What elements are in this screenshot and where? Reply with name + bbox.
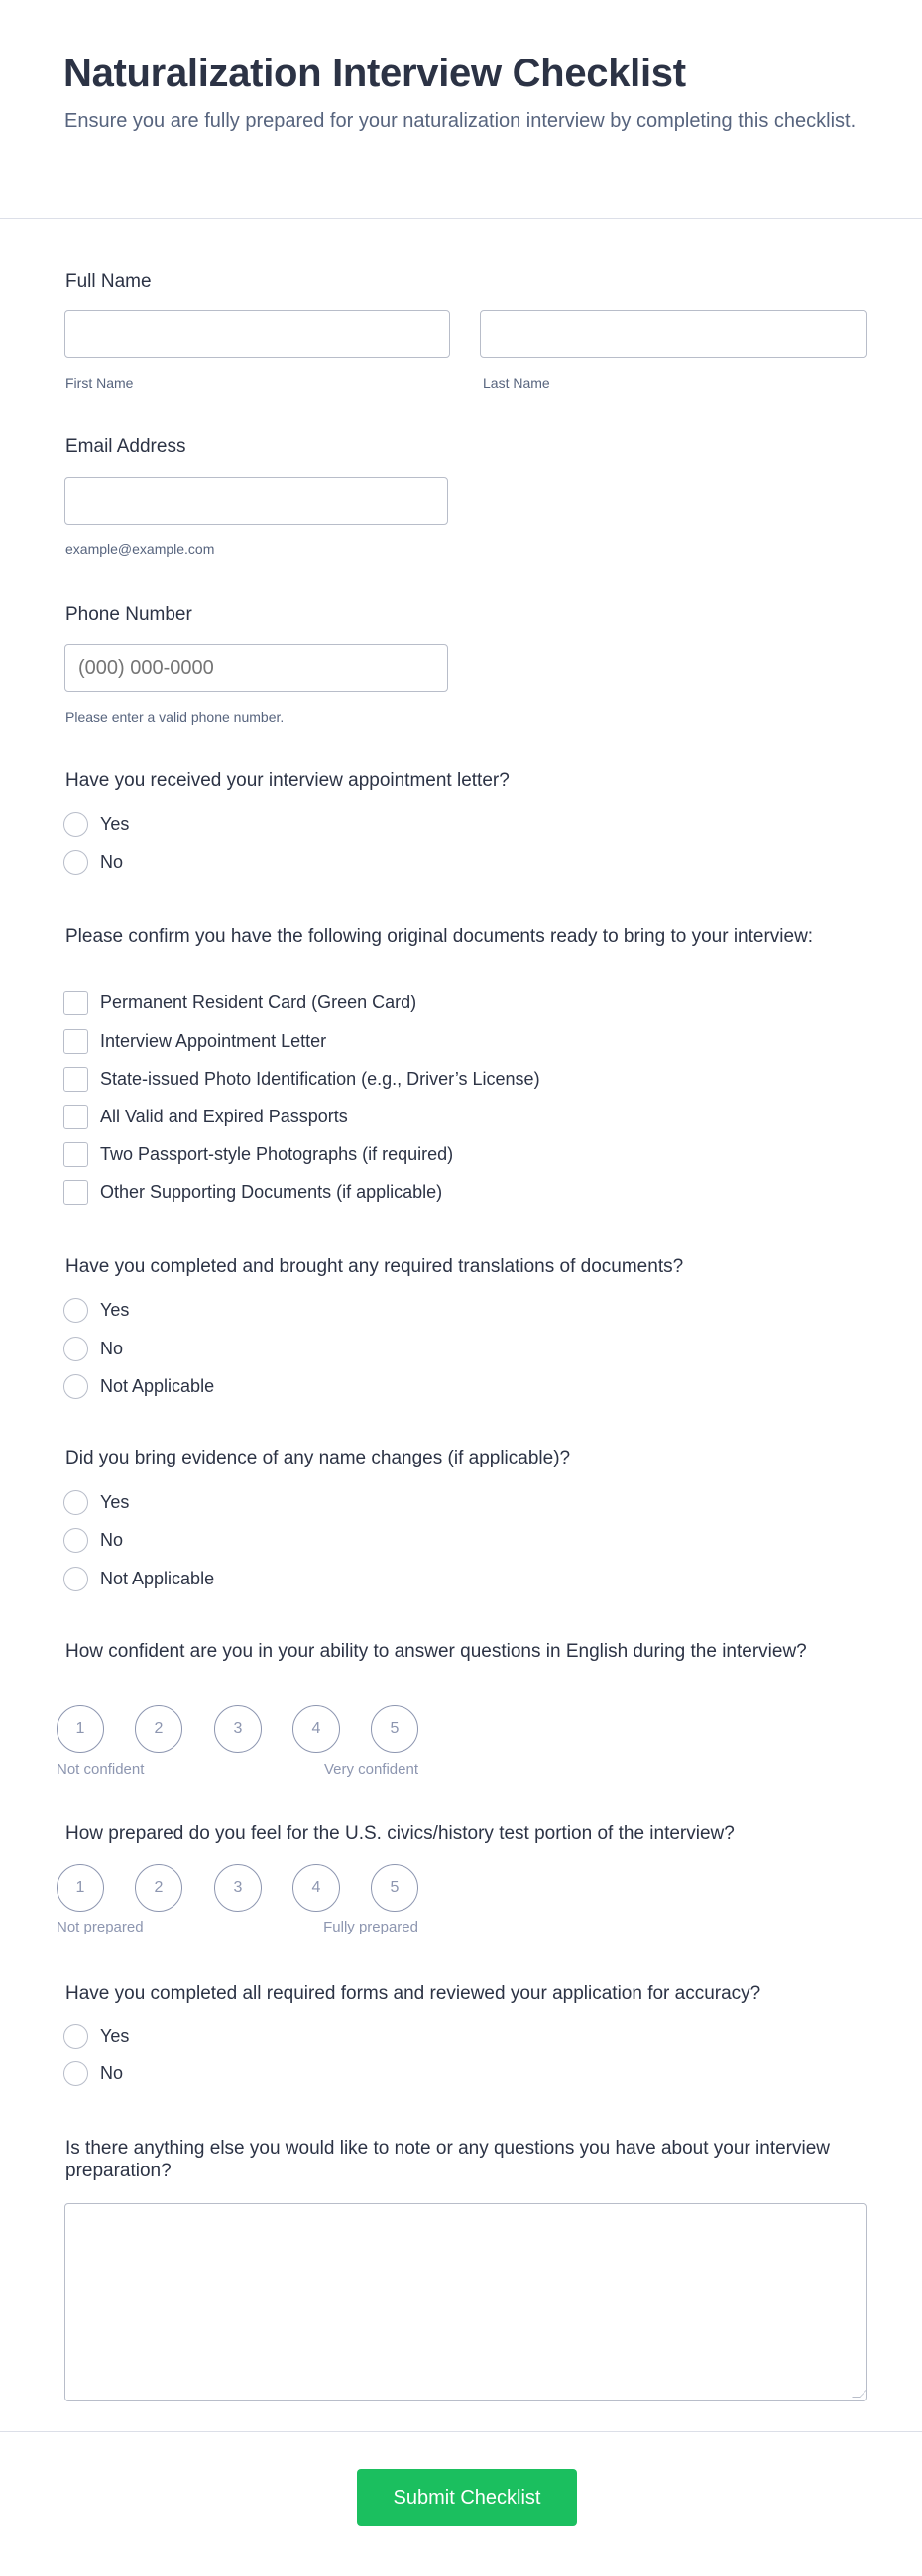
phone-label: Phone Number <box>65 604 192 625</box>
checkbox-option[interactable] <box>63 1066 540 1092</box>
option-label: Yes <box>100 1491 130 1512</box>
radio-button[interactable] <box>63 1298 88 1323</box>
notes-textarea[interactable] <box>64 2203 867 2401</box>
question-documents: Please confirm you have the following original documents ready to bring to your interview: <box>65 926 814 947</box>
option-label: Yes <box>100 2025 130 2046</box>
radio-option[interactable] <box>63 2060 123 2086</box>
option-label: Permanent Resident Card (Green Card) <box>100 992 417 1012</box>
option-label: No <box>100 1529 124 1550</box>
checkbox-option[interactable] <box>63 1179 442 1205</box>
option-label: No <box>100 2062 124 2083</box>
header-divider <box>0 218 922 219</box>
radio-option[interactable] <box>63 1336 123 1361</box>
scale-option-2[interactable]: 2 <box>135 1864 182 1912</box>
radio-option[interactable] <box>63 1527 123 1553</box>
question-appointment-letter: Have you received your interview appointment letter? <box>65 770 510 791</box>
checkbox-option[interactable] <box>63 1028 326 1054</box>
question-forms-reviewed: Have you completed all required forms and reviewed your application for accuracy? <box>65 1983 761 2004</box>
email-input[interactable] <box>64 477 448 525</box>
email-hint: example@example.com <box>65 541 215 557</box>
question-english-confidence: How confident are you in your ability to answer questions in English during the interview? <box>65 1641 807 1662</box>
option-label: Not Applicable <box>100 1568 215 1588</box>
radio-button[interactable] <box>63 1490 88 1515</box>
option-label: No <box>100 851 124 872</box>
last-name-sublabel: Last Name <box>483 375 550 391</box>
radio-button[interactable] <box>63 1337 88 1361</box>
scale-option-4[interactable]: 4 <box>292 1705 340 1753</box>
option-label: Not Applicable <box>100 1375 215 1396</box>
option-label: No <box>100 1338 124 1358</box>
option-label: State-issued Photo Identification (e.g., Driver’s License) <box>100 1068 540 1089</box>
checkbox-option[interactable] <box>63 1104 348 1129</box>
radio-button[interactable] <box>63 2024 88 2049</box>
footer-divider <box>0 2431 922 2432</box>
last-name-input[interactable] <box>480 310 867 358</box>
checkbox-option[interactable] <box>63 990 416 1015</box>
scale-option-4[interactable]: 4 <box>292 1864 340 1912</box>
page-title: Naturalization Interview Checklist <box>63 52 686 95</box>
question-civics-preparedness: How prepared do you feel for the U.S. civics/history test portion of the interview? <box>65 1823 735 1844</box>
phone-hint: Please enter a valid phone number. <box>65 709 285 725</box>
full-name-label: Full Name <box>65 271 152 292</box>
resize-grip-icon[interactable] <box>852 2390 867 2398</box>
page-subtitle: Ensure you are fully prepared for your naturalization interview by completing this checklist. <box>64 110 857 132</box>
phone-input[interactable] <box>64 644 448 692</box>
radio-option[interactable] <box>63 1489 129 1515</box>
checkbox[interactable] <box>63 1067 88 1092</box>
scale-low-label: Not prepared <box>57 1919 144 1935</box>
option-label: All Valid and Expired Passports <box>100 1106 348 1126</box>
checkbox[interactable] <box>63 1029 88 1054</box>
radio-option[interactable] <box>63 1297 129 1323</box>
checkbox[interactable] <box>63 1105 88 1129</box>
option-label: Two Passport-style Photographs (if required) <box>100 1143 454 1164</box>
radio-button[interactable] <box>63 850 88 875</box>
scale-option-2[interactable]: 2 <box>135 1705 182 1753</box>
scale-option-3[interactable]: 3 <box>214 1705 262 1753</box>
checkbox[interactable] <box>63 1180 88 1205</box>
question-name-changes: Did you bring evidence of any name changes (if applicable)? <box>65 1448 571 1468</box>
radio-button[interactable] <box>63 812 88 837</box>
scale-high-label: Fully prepared <box>323 1919 418 1935</box>
radio-button[interactable] <box>63 1374 88 1399</box>
first-name-sublabel: First Name <box>65 375 134 391</box>
radio-option[interactable] <box>63 849 123 875</box>
submit-button[interactable]: Submit Checklist <box>357 2469 577 2526</box>
option-label: Yes <box>100 1299 130 1320</box>
scale-option-1[interactable]: 1 <box>57 1864 104 1912</box>
scale-option-5[interactable]: 5 <box>371 1705 418 1753</box>
option-label: Other Supporting Documents (if applicable) <box>100 1181 443 1202</box>
option-label: Yes <box>100 813 130 834</box>
radio-option[interactable] <box>63 2023 129 2049</box>
radio-button[interactable] <box>63 2061 88 2086</box>
scale-option-5[interactable]: 5 <box>371 1864 418 1912</box>
scale-high-label: Very confident <box>323 1761 418 1778</box>
checkbox-option[interactable] <box>63 1141 453 1167</box>
question-additional-notes: Is there anything else you would like to note or any questions you have about your interview preparation? <box>65 2138 831 2181</box>
question-translations: Have you completed and brought any required translations of documents? <box>65 1256 684 1277</box>
option-label: Interview Appointment Letter <box>100 1030 327 1051</box>
first-name-input[interactable] <box>64 310 450 358</box>
radio-option[interactable] <box>63 1373 214 1399</box>
radio-option[interactable] <box>63 1566 214 1591</box>
scale-low-label: Not confident <box>57 1761 145 1778</box>
scale-option-1[interactable]: 1 <box>57 1705 104 1753</box>
scale-option-3[interactable]: 3 <box>214 1864 262 1912</box>
checkbox[interactable] <box>63 991 88 1015</box>
radio-option[interactable] <box>63 811 129 837</box>
checkbox[interactable] <box>63 1142 88 1167</box>
radio-button[interactable] <box>63 1567 88 1591</box>
radio-button[interactable] <box>63 1528 88 1553</box>
email-label: Email Address <box>65 436 186 457</box>
